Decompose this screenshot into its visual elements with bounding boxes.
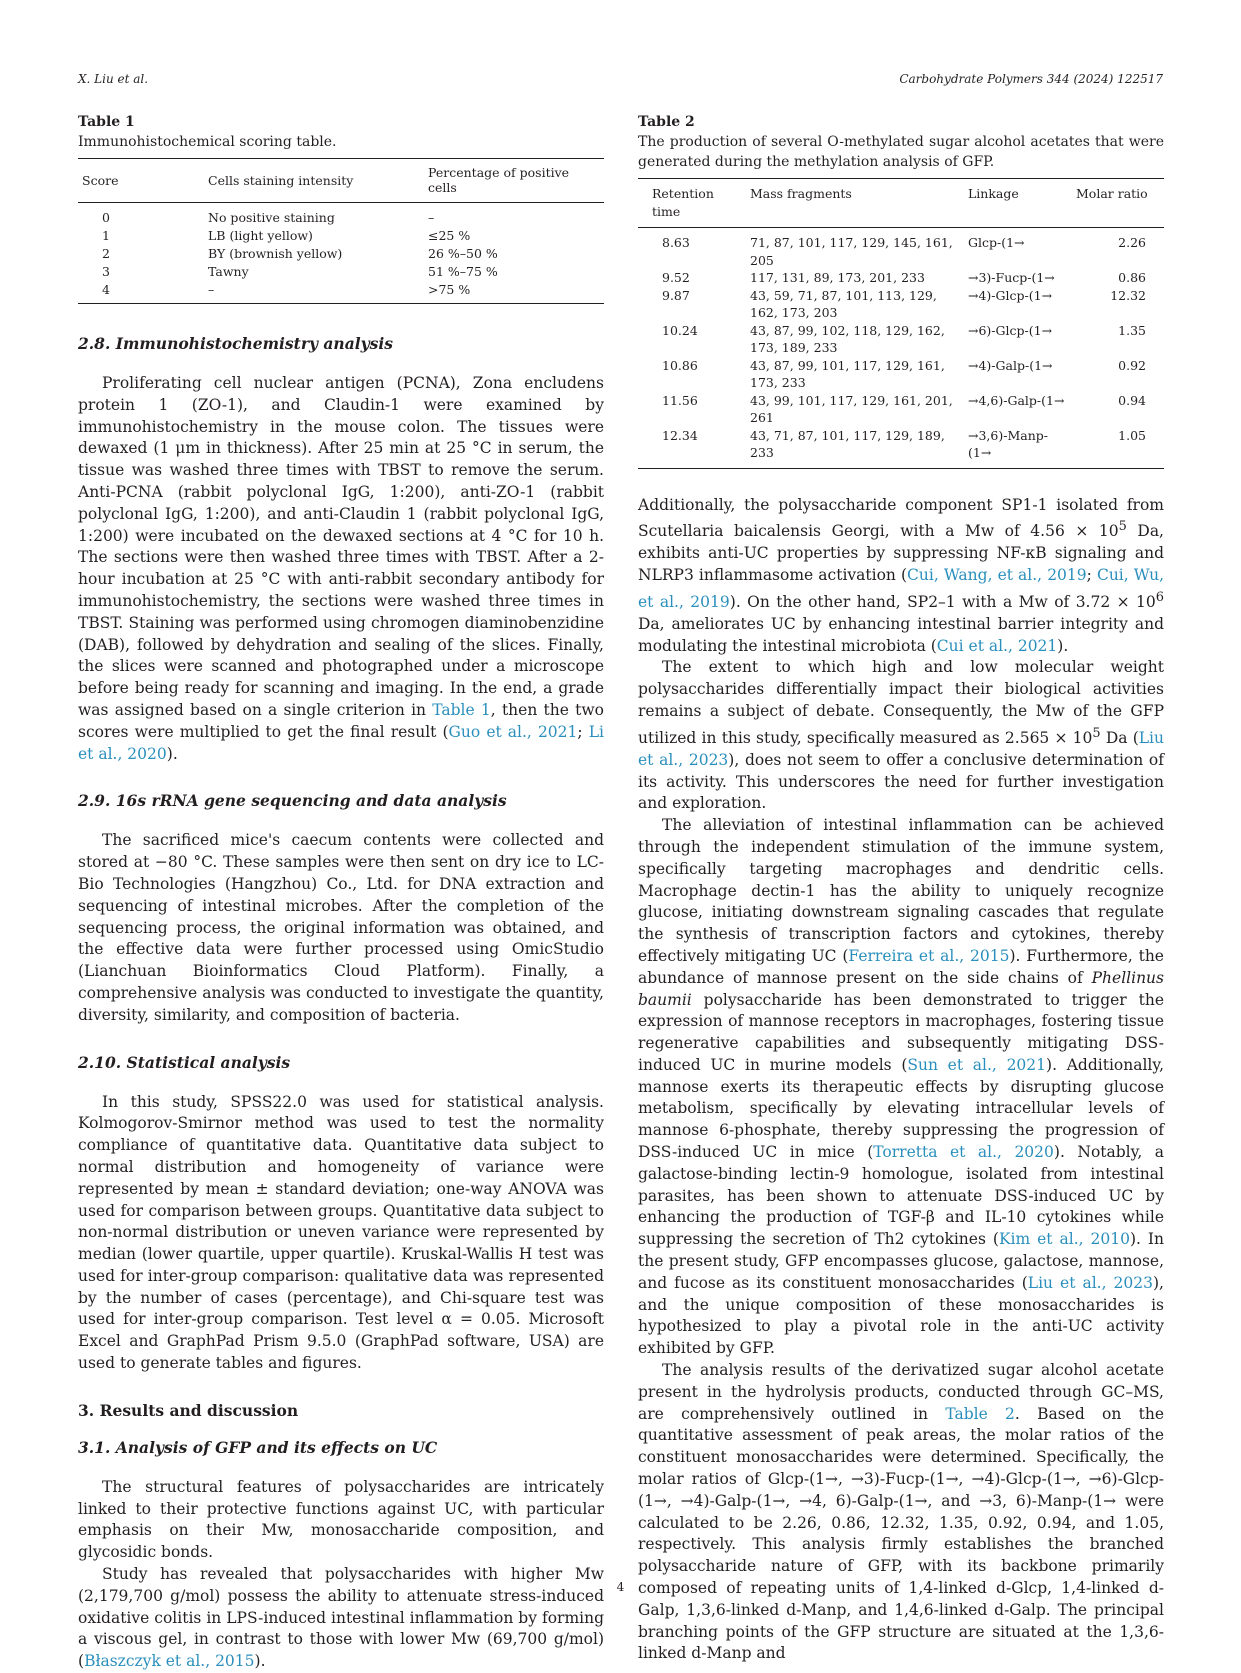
table-row bbox=[638, 269, 1164, 287]
table-row bbox=[638, 357, 1164, 392]
table-cell: Glcp-(1→ bbox=[968, 235, 1025, 250]
paragraph: The structural features of polysaccharides are intricately linked to their protective functions against UC, with particular emphasis on their Mw, monosaccharide composition, and glycosidic bonds. bbox=[78, 1477, 604, 1562]
table-cell: 12.34 bbox=[662, 427, 698, 443]
table-cell: 4 bbox=[102, 282, 110, 297]
table-cell: →3,6)-Manp-(1→ bbox=[968, 427, 1048, 460]
citation-link[interactable]: Błaszczyk et al., 2015 bbox=[84, 1652, 255, 1671]
table-cell: Tawny bbox=[208, 264, 249, 279]
table-cell: →4)-Galp-(1→ bbox=[968, 357, 1053, 373]
citation-link[interactable]: Sun et al., 2021 bbox=[907, 1055, 1047, 1074]
citation-link[interactable]: Liu et al., 2023 bbox=[638, 728, 1164, 769]
table-row bbox=[78, 227, 604, 245]
citation-link[interactable]: Li et al., 2020 bbox=[78, 722, 604, 763]
table-cell: 3 bbox=[102, 264, 110, 279]
table-row bbox=[638, 392, 1164, 427]
paragraph: The extent to which high and low molecular weight polysaccharides differentially impact their biological activities remains a subject of debate. Consequently, the Mw of the GFP utilized in this study, specifically measured as $2.565 \times 10^5$ Da (Liu et al., 2023), does not seem to offer a conclusive determination of its activity. This underscores the need for further investigation and exploration. bbox=[638, 658, 1164, 813]
table1-caption: Immunohistochemical scoring table. bbox=[78, 134, 337, 150]
section-heading: 3.1. Analysis of GFP and its effects on UC bbox=[78, 1437, 438, 1457]
table2-label: Table 2 bbox=[638, 114, 695, 130]
table-cell: BY (brownish yellow) bbox=[208, 246, 343, 261]
citation-link[interactable]: Kim et al., 2010 bbox=[998, 1230, 1130, 1249]
table-cell: 10.24 bbox=[662, 322, 698, 338]
table1-col-header: Cells staining intensity bbox=[204, 159, 424, 203]
table-cell: →6)-Glcp-(1→ bbox=[968, 322, 1053, 338]
table2-col-header: Molar ratio bbox=[1072, 179, 1164, 228]
table-cell: 117, 131, 89, 173, 201, 233 bbox=[750, 270, 925, 285]
table2-caption: The production of several O-methylated sugar alcohol acetates that were generated during the methylation analysis of GFP. bbox=[638, 134, 1164, 170]
table-cell: 43, 99, 101, 117, 129, 161, 201, 261 bbox=[750, 392, 953, 425]
table2-col-header: Mass fragments bbox=[746, 179, 964, 228]
table-cell: 0.94 bbox=[1118, 392, 1146, 408]
section-heading: 2.8. Immunohistochemistry analysis bbox=[78, 334, 393, 353]
right-column bbox=[638, 112, 1164, 1665]
section-heading: 3. Results and discussion bbox=[78, 1400, 299, 1420]
table-row bbox=[638, 322, 1164, 357]
table-row bbox=[78, 203, 604, 228]
table-cell: 2 bbox=[102, 246, 110, 261]
table-cell: 1.05 bbox=[1118, 427, 1146, 443]
table-cell: 11.56 bbox=[662, 392, 698, 408]
table-cell: 71, 87, 101, 117, 129, 145, 161, 205 bbox=[750, 235, 953, 268]
table-row bbox=[638, 287, 1164, 322]
table-cell: 2.26 bbox=[1118, 235, 1146, 250]
table-cell: >75 % bbox=[428, 282, 471, 297]
paragraph: Additionally, the polysaccharide component SP1-1 isolated from Scutellaria baicalensis Georgi, with a Mw of $4.56 \times 10^5$ Da, exhibits anti-UC properties by suppressing NF-κB signaling and NLRP3 inflammasome activation (Cui, Wang, et al., 2019; Cui, Wu, et al., 2019). On the other hand, SP2–1 with a Mw of $3.72 \times 10^6$ Da, ameliorates UC by enhancing intestinal barrier integrity and modulating the intestinal microbiota (Cui et al., 2021). bbox=[638, 495, 1164, 655]
table-row bbox=[78, 281, 604, 304]
running-head-author: X. Liu et al. bbox=[78, 72, 149, 86]
table-cell: 43, 59, 71, 87, 101, 113, 129, 162, 173, 203 bbox=[750, 287, 937, 320]
table2-header-row bbox=[638, 179, 1164, 228]
table-reference-link[interactable]: Table 1 bbox=[432, 700, 491, 719]
table-cell: 43, 87, 99, 101, 117, 129, 161, 173, 233 bbox=[750, 357, 945, 390]
table-cell: – bbox=[428, 210, 435, 225]
paragraph: The alleviation of intestinal inflammation can be achieved through the independent stimulation of the immune system, specifically targeting macrophages and dendritic cells. Macrophage dectin-1 has the ability to uniquely recognize glucose, initiating downstream signaling cascades that regulate the synthesis of transcription factors and cytokines, thereby effectively mitigating UC (Ferreira et al., 2015). Furthermore, the abundance of mannose present on the side chains of Phellinus baumii polysaccharide has been demonstrated to trigger the expression of mannose receptors in macrophages, fostering tissue regenerative capabilities and subsequently mitigating DSS-induced UC in murine models (Sun et al., 2021). Additionally, mannose exerts its therapeutic effects by disrupting glucose metabolism, specifically by elevating intracellular levels of mannose 6-phosphate, thereby suppressing the progression of DSS-induced UC in mice (Torretta et al., 2020). Notably, a galactose-binding lectin-9 homologue, isolated from intestinal parasites, has been shown to attenuate DSS-induced UC by enhancing the production of TGF-β and IL-10 cytokines while suppressing the secretion of Th2 cytokines (Kim et al., 2010). In the present study, GFP encompasses glucose, galactose, mannose, and fucose as its constituent monosaccharides (Liu et al., 2023), and the unique composition of these monosaccharides is hypothesized to play a pivotal role in the anti-UC activity exhibited by GFP. bbox=[638, 816, 1165, 1358]
paragraph: The analysis results of the derivatized sugar alcohol acetate present in the hydrolysis products, conducted through GC–MS, are comprehensively outlined in Table 2. Based on the quantitative assessment of peak areas, the molar ratios of the constituent monosaccharides were determined. Specifically, the molar ratios of Glcp-(1→, →3)-Fucp-(1→, →4)-Glcp-(1→, →6)-Glcp-(1→, →4)-Galp-(1→, →4, 6)-Galp-(1→, and →3, 6)-Manp-(1→ were calculated to be 2.26, 0.86, 12.32, 1.35, 0.92, 0.94, and 1.05, respectively. This analysis firmly establishes the branched polysaccharide nature of GFP, with its backbone primarily composed of repeating units of 1,4-linked d-Glcp, 1,4-linked d-Galp, 1,3,6-linked d-Manp, and 1,4,6-linked d-Galp. The principal branching points of the GFP structure are situated at the 1,3,6-linked d-Manp and bbox=[638, 1361, 1164, 1663]
table2-col-header: Linkage bbox=[964, 179, 1072, 228]
table1-col-header: Percentage of positive cells bbox=[424, 159, 604, 203]
table1-label: Table 1 bbox=[78, 114, 135, 130]
citation-link[interactable]: Guo et al., 2021 bbox=[448, 722, 578, 741]
table-cell: 0.86 bbox=[1118, 270, 1146, 285]
citation-link[interactable]: Cui, Wu, et al., 2019 bbox=[638, 566, 1164, 611]
table-row bbox=[78, 245, 604, 263]
table-cell: ≤25 % bbox=[428, 228, 471, 243]
left-column bbox=[78, 112, 604, 1673]
paragraph: Proliferating cell nuclear antigen (PCNA), Zona encludens protein 1 (ZO-1), and Claudin-1 were examined by immunohistochemistry in the mouse colon. The tissues were dewaxed (1 μm in thickness). After 25 min at 25 °C in serum, the tissue was washed three times with TBST to remove the serum. Anti-PCNA (rabbit polyclonal IgG, 1:200), anti-ZO-1 (rabbit polyclonal IgG, 1:200), and anti-Claudin 1 (rabbit polyclonal IgG, 1:200) were incubated on the dewaxed sections at 4 °C for 10 h. The sections were then washed three times with TBST. After a 2-hour incubation at 25 °C with anti-rabbit secondary antibody for immunohistochemistry, the sections were washed three times in TBST. Staining was performed using chromogen diaminobenzidine (DAB), followed by dehydration and sealing of the slices. Finally, the slices were scanned and photographed under a microscope before being ready for scanning and imaging. In the end, a grade was assigned based on a single criterion in Table 1, then the two scores were multiplied to get the final result (Guo et al., 2021; Li et al., 2020). bbox=[78, 374, 604, 763]
table-cell: 1.35 bbox=[1118, 322, 1146, 338]
table-cell: 10.86 bbox=[662, 357, 698, 373]
table-cell: No positive staining bbox=[208, 210, 335, 225]
table1-header-row bbox=[78, 159, 604, 203]
table-cell: – bbox=[208, 282, 215, 297]
table-reference-link[interactable]: Table 2 bbox=[945, 1404, 1015, 1423]
table-cell: 43, 71, 87, 101, 117, 129, 189, 233 bbox=[750, 427, 945, 460]
table-cell: 9.52 bbox=[662, 270, 690, 285]
table-cell: 9.87 bbox=[662, 287, 690, 303]
table-row bbox=[638, 427, 1164, 469]
table-cell: 26 %–50 % bbox=[428, 246, 498, 261]
table-cell: 43, 87, 99, 102, 118, 129, 162, 173, 189, 233 bbox=[750, 322, 945, 355]
table-row bbox=[638, 228, 1164, 270]
page-number: 4 bbox=[616, 1580, 625, 1594]
section-heading: 2.9. 16s rRNA gene sequencing and data analysis bbox=[78, 791, 507, 811]
table-cell: 12.32 bbox=[1110, 287, 1146, 303]
table-cell: 1 bbox=[102, 228, 110, 243]
paragraph: The sacrificed mice's caecum contents were collected and stored at −80 °C. These samples were then sent on dry ice to LC-Bio Technologies (Hangzhou) Co., Ltd. for DNA extraction and sequencing of intestinal microbes. After the completion of the sequencing process, the original information was obtained, and the effective data were further processed using OmicStudio (Lianchuan Bioinformatics Cloud Platform). Finally, a comprehensive analysis was conducted to investigate the quantity, diversity, similarity, and composition of bacteria. bbox=[78, 831, 604, 1024]
paragraph: In this study, SPSS22.0 was used for statistical analysis. Kolmogorov-Smirnor method was used to test the normality compliance of quantitative data. Quantitative data subject to normal distribution and homogeneity of variance were represented by mean ± standard deviation; one-way ANOVA was used for comparison between groups. Quantitative data subject to non-normal distribution or uneven variance were represented by median (lower quartile, upper quartile). Kruskal-Wallis H test was used for inter-group comparison: qualitative data was represented by the number of cases (percentage), and Chi-square test was used for inter-group comparison. Test level α = 0.05. Microsoft Excel and GraphPad Prism 9.5.0 (GraphPad software, USA) are used to generate tables and figures. bbox=[78, 1092, 604, 1373]
citation-link[interactable]: Torretta et al., 2020 bbox=[873, 1143, 1054, 1162]
citation-link[interactable]: Cui, Wang, et al., 2019 bbox=[907, 566, 1087, 585]
citation-link[interactable]: Liu et al., 2023 bbox=[1027, 1273, 1153, 1292]
table-cell: 0.92 bbox=[1118, 357, 1146, 373]
table2 bbox=[638, 178, 1164, 469]
table-cell: →3)-Fucp-(1→ bbox=[968, 270, 1055, 285]
table-row bbox=[78, 263, 604, 281]
table-cell: →4)-Glcp-(1→ bbox=[968, 287, 1053, 303]
table-cell: LB (light yellow) bbox=[208, 228, 313, 243]
table-cell: 51 %–75 % bbox=[428, 264, 498, 279]
table-cell: 0 bbox=[102, 210, 110, 225]
table-cell: 8.63 bbox=[662, 235, 690, 250]
citation-link[interactable]: Cui et al., 2021 bbox=[936, 636, 1058, 655]
table-cell: →4,6)-Galp-(1→ bbox=[968, 392, 1065, 408]
citation-link[interactable]: Ferreira et al., 2015 bbox=[848, 946, 1010, 965]
table1-col-header: Score bbox=[78, 159, 204, 203]
table1 bbox=[78, 158, 604, 304]
running-head-journal: Carbohydrate Polymers 344 (2024) 122517 bbox=[899, 72, 1163, 86]
paragraph: Study has revealed that polysaccharides with higher Mw (2,179,700 g/mol) possess the ability to attenuate stress-induced oxidative colitis in LPS-induced intestinal inflammation by forming a viscous gel, in contrast to those with lower Mw (69,700 g/mol) (Błaszczyk et al., 2015). bbox=[78, 1565, 604, 1671]
section-heading: 2.10. Statistical analysis bbox=[78, 1052, 291, 1072]
table2-col-header: Retention time bbox=[638, 179, 746, 228]
